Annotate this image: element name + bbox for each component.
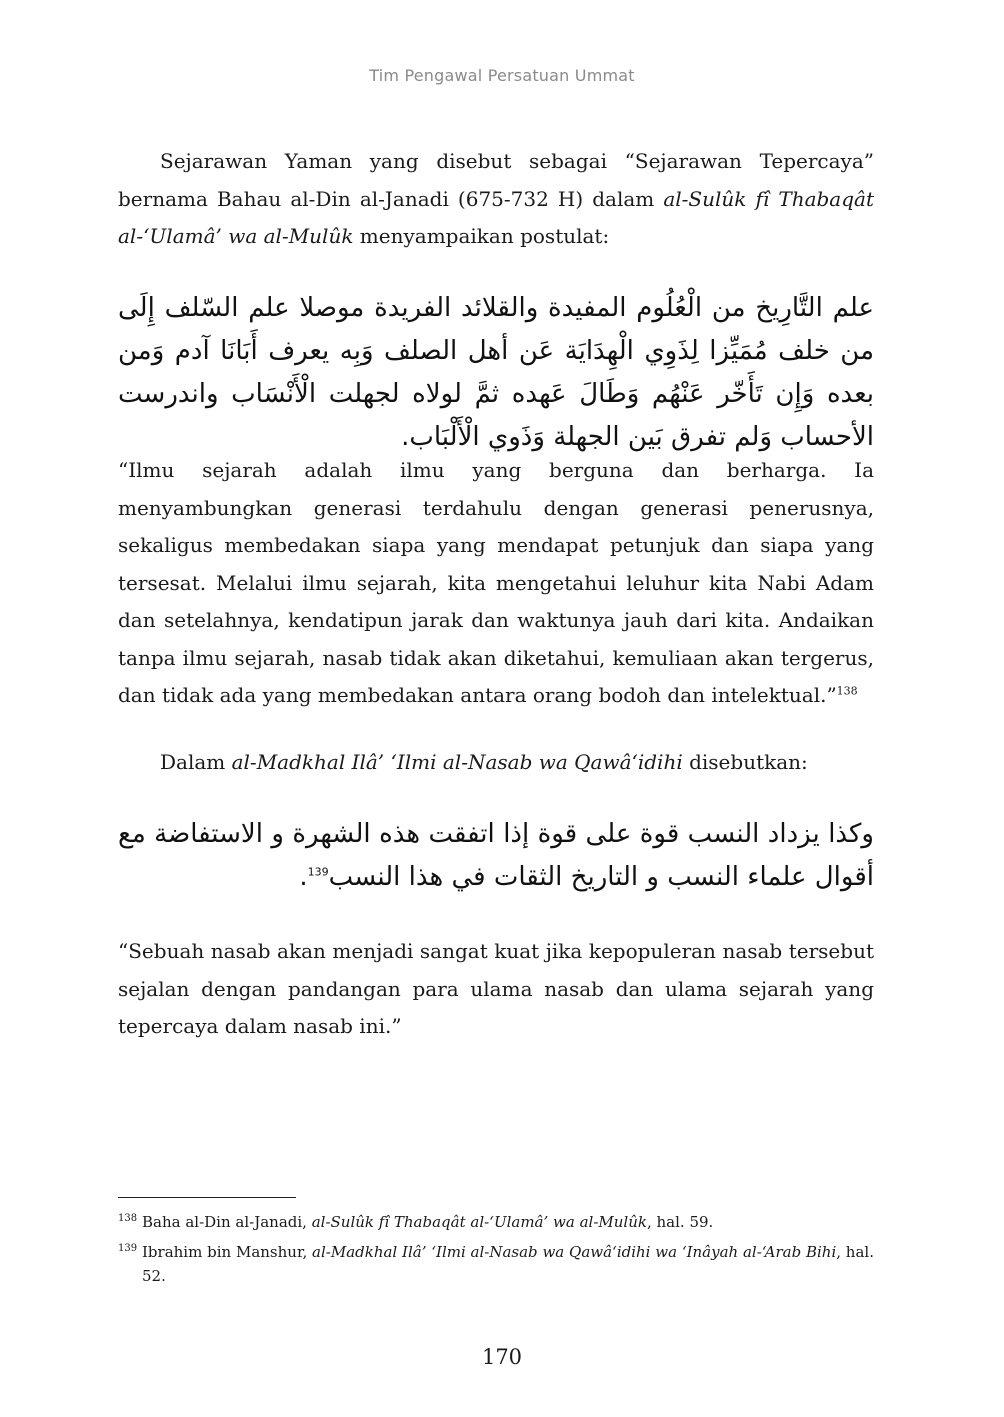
paragraph-madkhal-text-1: Dalam — [160, 750, 232, 774]
footnote-text — [142, 1240, 874, 1288]
footnote-number: 139 — [118, 1243, 138, 1254]
arabic-quote-2-end: . — [299, 862, 308, 892]
paragraph-madkhal — [118, 744, 874, 782]
footnote-ref-139[interactable]: 139 — [307, 865, 329, 879]
paragraph-translation-1 — [118, 452, 874, 715]
book-title-suluk: al-Sulûk fî Thabaqât al-‘Ulamâ’ wa al-Mulûk — [118, 186, 874, 248]
footnote-139 — [118, 1240, 874, 1288]
footnote-author: Baha al-Din al-Janadi, — [142, 1213, 312, 1231]
arabic-quote-2 — [118, 813, 874, 899]
footnote-rest: , hal. 59. — [646, 1213, 714, 1231]
arabic-quote-2-text: وكذا يزداد النسب قوة على قوة إذا اتفقت هذه الشهرة و الاستفاضة مع أقوال علماء النسب و التاريخ الثقات في هذا النسب — [118, 819, 874, 892]
footnote-ref-138[interactable]: 138 — [836, 684, 858, 698]
paragraph-madkhal-text-2: disebutkan: — [682, 750, 808, 774]
footnote-text — [142, 1210, 874, 1234]
footnote-title: al-Madkhal Ilâ’ ‘Ilmi al-Nasab wa Qawâ‘idihi wa ‘Inâyah al-‘Arab Bihi — [312, 1243, 837, 1261]
translation-1-text: “Ilmu sejarah adalah ilmu yang berguna dan berharga. Ia menyambungkan generasi terdahulu dengan generasi penerusnya, sekaligus membedakan siapa yang mendapat petunjuk dan siapa yang tersesat. Melalui ilmu sejarah, kita mengetahui leluhur kita Nabi Adam dan setelahnya, kendatipun jarak dan waktunya jauh dari kita. Andaikan tanpa ilmu sejarah, nasab tidak akan diketahui, kemuliaan akan tergerus, dan tidak ada yang membedakan antara orang bodoh dan intelektual.” — [118, 458, 874, 707]
paragraph-intro-text-1: Sejarawan Yaman yang disebut sebagai “Sejarawan Tepercaya” bernama Bahau al-Din al-Janadi (675-732 H) dalam — [118, 149, 874, 211]
footnote-138 — [118, 1210, 874, 1234]
book-title-madkhal: al-Madkhal Ilâ’ ‘Ilmi al-Nasab wa Qawâ‘idihi — [231, 750, 683, 774]
footnote-number: 138 — [118, 1213, 138, 1224]
paragraph-intro-text-2: menyampaikan postulat: — [353, 224, 610, 248]
footnote-rest: , hal. 52. — [142, 1243, 874, 1285]
footnote-title: al-Sulûk fî Thabaqât al-‘Ulamâ’ wa al-Mulûk — [311, 1213, 647, 1231]
paragraph-intro — [118, 143, 874, 256]
running-header: Tim Pengawal Persatuan Ummat — [369, 66, 635, 85]
page-number: 170 — [481, 1345, 523, 1369]
paragraph-translation-2: “Sebuah nasab akan menjadi sangat kuat jika kepopuleran nasab tersebut sejalan dengan pandangan para ulama nasab dan ulama sejarah yang tepercaya dalam nasab ini.” — [118, 939, 874, 1038]
arabic-quote-1: علم التَّارِيخ من الْعُلُوم المفيدة والقلائد الفريدة موصلا علم السّلف إِلَى من خلف مُمَيِّزا لِذَوِي الْهِدَايَة عَن أهل الصلف وَبِه يعرف أَبَانَا آدم وَمن بعده وَإِن تَأَخّر عَنْهُم وَطَالَ عَهده ثمَّ لولاه لجهلت الْأَنْسَاب واندرست الأحساب وَلم تفرق بَين الجهلة وَذَوي الْأَلْبَاب. — [118, 293, 874, 452]
footnote-author: Ibrahim bin Manshur, — [142, 1243, 313, 1261]
footnote-divider — [118, 1197, 296, 1198]
